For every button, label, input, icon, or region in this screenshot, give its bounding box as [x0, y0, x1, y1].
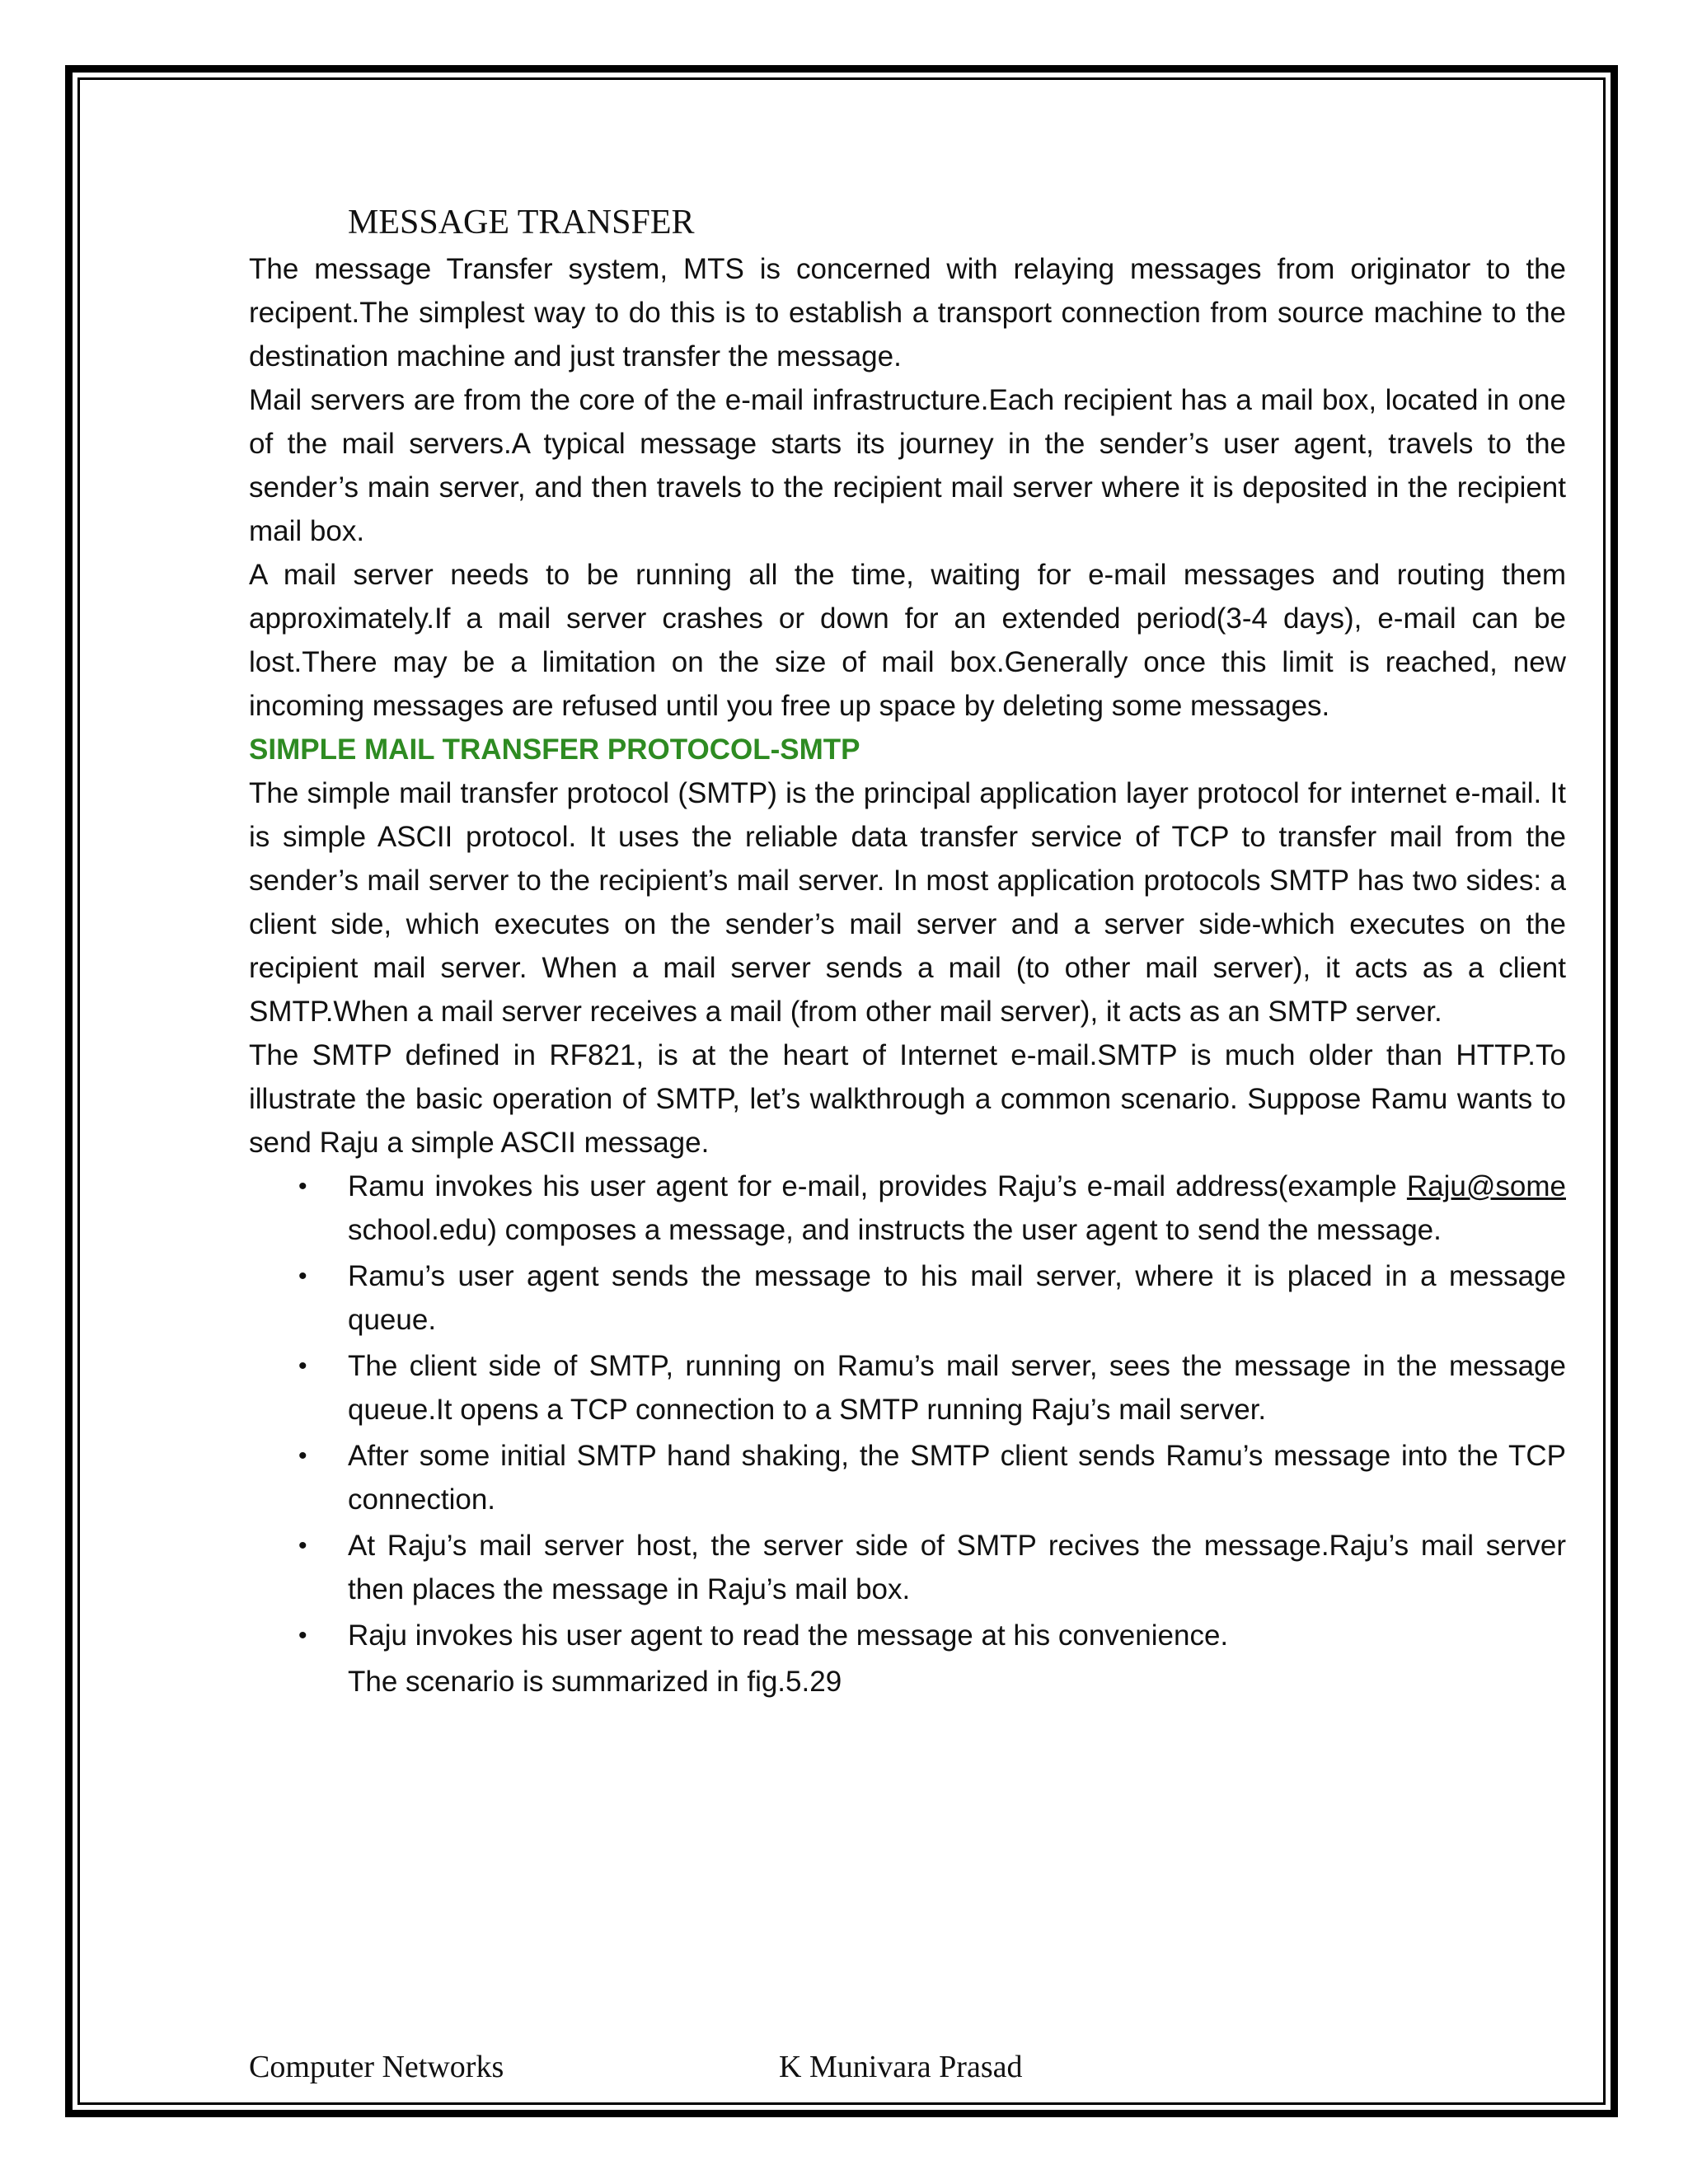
- paragraph-smtp-intro: The simple mail transfer protocol (SMTP) is the principal application layer protocol for internet e-mail. It is simple ASCII protocol. It uses the reliable data transfer service of TCP to transfer mail from the sender’s mail server to the recipient’s mail server. In most application protocols SMTP has two sides: a client side, which executes on the sender’s mail server and a server side-which executes on the recipient mail server. When a mail server sends a mail (to other mail server), it acts as a client SMTP.When a mail server receives a mail (from other mail server), it acts as an SMTP server.: [249, 777, 1566, 1028]
- paragraph-mail-server-running: A mail server needs to be running all the time, waiting for e-mail messages and routing them approximately.If a mail server crashes or down for an extended period(3-4 days), e-mail can be lost.There may be a limitation on the size of mail box.Generally once this limit is reached, new incoming messages are refused until you free up space by deleting some messages.: [249, 559, 1566, 722]
- list-item: [298, 1344, 1566, 1432]
- footer-author: K Munivara Prasad: [779, 2050, 1023, 2084]
- list-item-text: At Raju’s mail server host, the server side of SMTP recives the message.Raju’s mail server then places the message in Raju’s mail box.: [348, 1530, 1566, 1605]
- list-item: [298, 1254, 1566, 1342]
- paragraph-mts: The message Transfer system, MTS is concerned with relaying messages from originator to the recipent.The simplest way to do this is to establish a transport connection from source machine to the destination machine and just transfer the message.: [249, 253, 1566, 373]
- paragraph-smtp-scenario: The SMTP defined in RF821, is at the heart of Internet e-mail.SMTP is much older than HTTP.To illustrate the basic operation of SMTP, let’s walkthrough a common scenario. Suppose Ramu wants to send Raju a simple ASCII message.: [249, 1039, 1566, 1159]
- bullet-icon: •: [298, 1442, 307, 1469]
- bullet-icon: •: [298, 1352, 307, 1380]
- list-item-text-before: Ramu invokes his user agent for e-mail, provides Raju’s e-mail address(example: [348, 1170, 1407, 1202]
- list-item: [298, 1434, 1566, 1521]
- section-title: MESSAGE TRANSFER: [348, 204, 695, 241]
- list-item-text-after: school.edu) composes a message, and instructs the user agent to send the message.: [348, 1214, 1442, 1246]
- list-item-text: Raju invokes his user agent to read the message at his convenience.: [348, 1619, 1229, 1652]
- list-item-text: After some initial SMTP hand shaking, the SMTP client sends Ramu’s message into the TCP connection.: [348, 1440, 1566, 1516]
- figure-reference: The scenario is summarized in fig.5.29: [348, 1666, 842, 1698]
- bullet-icon: •: [298, 1532, 307, 1559]
- list-item-text: Ramu’s user agent sends the message to his mail server, where it is placed in a message queue.: [348, 1260, 1566, 1336]
- footer-course-title: Computer Networks: [249, 2050, 504, 2084]
- list-item: [298, 1165, 1566, 1252]
- document-body: [249, 198, 1566, 1704]
- scenario-steps-list: [249, 1165, 1566, 1657]
- email-link[interactable]: Raju@some: [1406, 1170, 1566, 1202]
- paragraph-mail-servers: Mail servers are from the core of the e-mail infrastructure.Each recipient has a mail box, located in one of the mail servers.A typical message starts its journey in the sender’s user agent, travels to the sender’s main server, and then travels to the recipient mail server where it is deposited in the recipient mail box.: [249, 384, 1566, 547]
- list-item: [298, 1614, 1566, 1657]
- smtp-heading: SIMPLE MAIL TRANSFER PROTOCOL-SMTP: [249, 733, 860, 766]
- list-item-text: The client side of SMTP, running on Ramu’s mail server, sees the message in the message queue.It opens a TCP connection to a SMTP running Raju’s mail server.: [348, 1350, 1566, 1426]
- bullet-icon: •: [298, 1622, 307, 1649]
- bullet-icon: •: [298, 1173, 307, 1200]
- bullet-icon: •: [298, 1263, 307, 1290]
- list-item: [298, 1524, 1566, 1611]
